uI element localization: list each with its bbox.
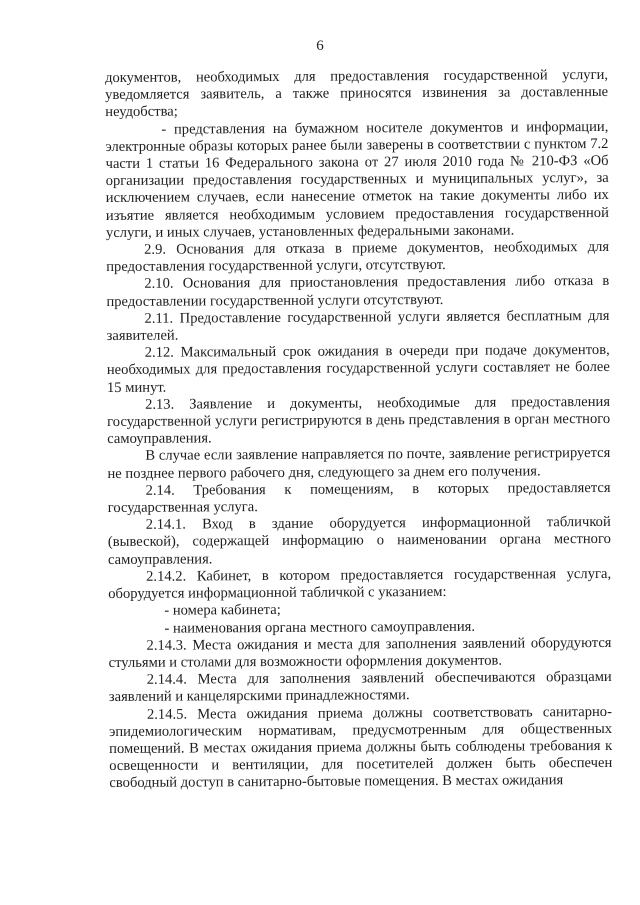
- section-2-14-1: 2.14.1. Вход в здание оборудуется информационной табличкой (вывеской), содержащей информацию о наименовании органа местного самоуправления.: [107, 514, 611, 568]
- section-2-10: 2.10. Основания для приостановления предоставления либо отказа в предоставлении государственной услуги отсутствуют.: [106, 273, 610, 310]
- section-2-14: 2.14. Требования к помещениям, в которых предоставляется государственная услуга.: [107, 479, 611, 517]
- paragraph-electronic-images: - представления на бумажном носителе документов и информации, электронные образы которых ранее были заверены в соответствии с пунктом 7.2 части 1 статьи 16 Федерального закона от 27 июля 2010 года № 210-ФЗ «Об организации предоставления государственных и муниципальных услуг», за исключением случаев, если нанесение отметок на такие документы либо их изъятие является необходимым условием предоставления государственной услуги, и иных случаев, установленных федеральными законами.: [105, 118, 609, 241]
- section-2-14-2: 2.14.2. Кабинет, в котором предоставляется государственная услуга, оборудуется информационной табличкой с указанием:: [108, 565, 612, 603]
- section-2-11: 2.11. Предоставление государственной услуги является бесплатным для заявителей.: [106, 307, 610, 345]
- section-2-13: 2.13. Заявление и документы, необходимые для предоставления государственной услуги регистрируются в день представления в орган местного самоуправления.: [107, 393, 611, 448]
- section-2-14-4: 2.14.4. Места для заполнения заявлений обеспечиваются образцами заявлений и канцелярскими принадлежностями.: [108, 669, 612, 706]
- paragraph-postal-registration: В случае если заявление направляется по почте, заявление регистрируется не позднее первого рабочего дня, следующего за днем его получения.: [107, 445, 611, 482]
- section-2-14-5: 2.14.5. Места ожидания приема должны соответствовать санитарно-эпидемиологическим нормативам, предусмотренным для общественных помещений. В местах ожидания приема должны быть соблюдены требования к освещенности и вентиляции, для посетителей должен быть обеспечен свободный доступ в санитарно-бытовые помещения. В местах ожидания: [108, 703, 613, 792]
- list-item-authority-name: - наименования органа местного самоуправления.: [164, 618, 476, 637]
- section-2-12: 2.12. Максимальный срок ожидания в очереди при подаче документов, необходимых для предоставления государственной услуги составляет не более 15 минут.: [106, 342, 610, 396]
- list-item-room-number: - номера кабинета;: [164, 602, 281, 619]
- paragraph-continuation: документов, необходимых для предоставления государственной услуги, уведомляется заявитель, а также приносятся извинения за доставленные неудобства;: [105, 66, 609, 121]
- section-2-14-3: 2.14.3. Места ожидания и места для заполнения заявлений оборудуются стульями и столами для возможности оформления документов.: [108, 634, 612, 671]
- page-number: 6: [316, 38, 324, 54]
- document-body: [105, 67, 612, 793]
- section-2-9: 2.9. Основания для отказа в приеме документов, необходимых для предоставления государственной услуги, отсутствуют.: [106, 238, 610, 276]
